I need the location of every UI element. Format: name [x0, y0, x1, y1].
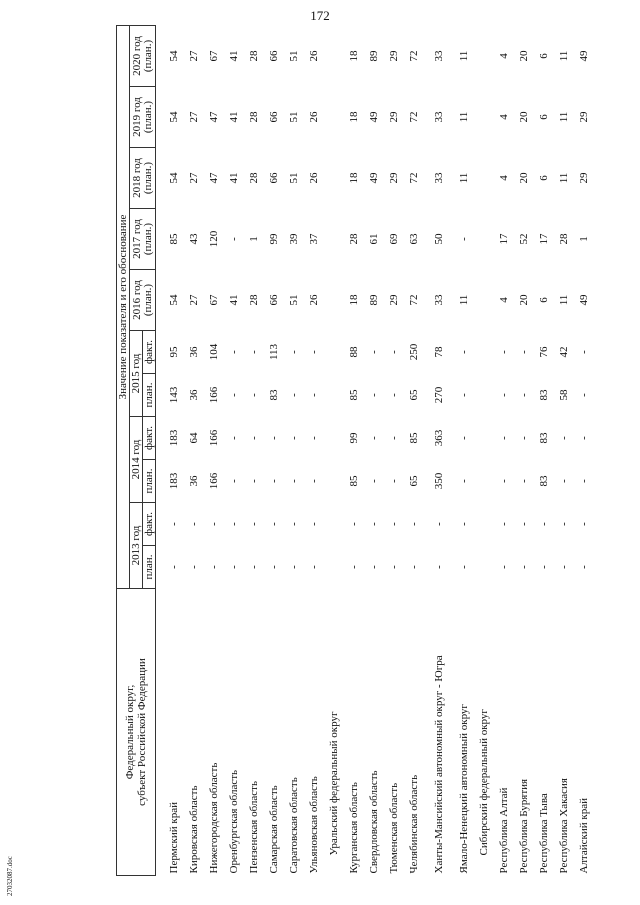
value-cell: 36 [188, 346, 200, 358]
header-2015-plan: план. [143, 374, 156, 417]
value-cell: - [498, 479, 510, 483]
value-cell: 66 [268, 111, 280, 123]
district-name: Сибирский федеральный округ [478, 709, 490, 856]
value-cell: - [458, 565, 470, 569]
value-cell: 4 [498, 114, 510, 120]
value-cell: 52 [518, 233, 530, 245]
table-row [424, 25, 454, 875]
value-cell [324, 503, 344, 546]
value-cell: - [558, 436, 570, 440]
table-row [494, 25, 514, 875]
value-cell: 66 [268, 172, 280, 184]
value-cell: 49 [578, 50, 590, 62]
value-cell: 36 [188, 389, 200, 401]
value-cell: 11 [458, 111, 470, 123]
value-cell: 270 [433, 386, 445, 404]
value-cell: 49 [578, 294, 590, 306]
table-row [264, 25, 284, 875]
value-cell: 78 [433, 346, 445, 358]
value-cell: - [228, 237, 240, 241]
header-2013-fact: факт. [143, 503, 156, 546]
value-cell [324, 25, 344, 86]
value-cell: - [578, 479, 590, 483]
value-cell: - [248, 479, 260, 483]
region-name: Саратовская область [288, 777, 300, 874]
value-cell: - [228, 393, 240, 397]
value-cell: 104 [208, 343, 220, 361]
value-cell [474, 148, 494, 209]
value-cell: 166 [208, 429, 220, 447]
value-cell: - [433, 522, 445, 526]
table-row [454, 25, 474, 875]
value-cell: 76 [538, 346, 550, 358]
value-cell: 54 [168, 111, 180, 123]
value-cell: 63 [408, 233, 420, 245]
value-cell: 17 [498, 233, 510, 245]
value-cell: 6 [538, 114, 550, 120]
value-cell [324, 460, 344, 503]
value-cell: - [288, 479, 300, 483]
value-cell: 28 [248, 50, 260, 62]
table-row [364, 25, 384, 875]
value-cell: 183 [168, 429, 180, 447]
value-cell [474, 460, 494, 503]
header-indicator-group: Значение показателя и его обоснование [117, 25, 130, 588]
value-cell: - [248, 393, 260, 397]
value-cell: 20 [518, 294, 530, 306]
value-cell: 50 [433, 233, 445, 245]
region-name: Алтайский край [578, 797, 590, 874]
value-cell: 166 [208, 472, 220, 490]
value-cell: 28 [558, 233, 570, 245]
value-cell: 26 [308, 294, 320, 306]
region-name: Республика Тыва [538, 793, 550, 874]
table-row [284, 25, 304, 875]
value-cell: 83 [538, 389, 550, 401]
value-cell: 29 [388, 50, 400, 62]
value-cell: 72 [408, 50, 420, 62]
header-2017-plan: 2017 год (план.) [130, 209, 156, 270]
value-cell: - [228, 350, 240, 354]
value-cell: - [388, 479, 400, 483]
value-cell: - [578, 522, 590, 526]
value-cell: - [248, 565, 260, 569]
value-cell: 89 [368, 294, 380, 306]
value-cell: 250 [408, 343, 420, 361]
value-cell: 4 [498, 53, 510, 59]
value-cell: 11 [458, 294, 470, 306]
value-cell: 11 [558, 294, 570, 306]
value-cell: 1 [248, 236, 260, 242]
header-year-2013: 2013 год [130, 503, 143, 589]
value-cell: - [518, 436, 530, 440]
value-cell: 18 [348, 294, 360, 306]
table-row [404, 25, 424, 875]
value-cell: - [168, 565, 180, 569]
value-cell: 11 [558, 172, 570, 184]
value-cell: 27 [188, 294, 200, 306]
header-2013-plan: план. [143, 546, 156, 589]
value-cell: - [498, 393, 510, 397]
value-cell: 36 [188, 475, 200, 487]
value-cell: 166 [208, 386, 220, 404]
value-cell: - [268, 479, 280, 483]
value-cell: 26 [308, 172, 320, 184]
value-cell: 26 [308, 50, 320, 62]
value-cell: 88 [348, 346, 360, 358]
value-cell: - [228, 479, 240, 483]
table-body [156, 25, 595, 875]
value-cell: 89 [368, 50, 380, 62]
table-row [244, 25, 264, 875]
value-cell: - [208, 565, 220, 569]
value-cell: - [208, 522, 220, 526]
value-cell: 33 [433, 111, 445, 123]
value-cell: 99 [268, 233, 280, 245]
value-cell: 28 [248, 172, 260, 184]
table-row [164, 25, 184, 875]
value-cell: 6 [538, 53, 550, 59]
header-year-2014: 2014 год [130, 417, 143, 503]
value-cell: - [518, 522, 530, 526]
table-row [344, 25, 364, 875]
value-cell: - [498, 436, 510, 440]
value-cell: 41 [228, 50, 240, 62]
value-cell: 29 [388, 172, 400, 184]
value-cell [474, 87, 494, 148]
value-cell: 67 [208, 50, 220, 62]
value-cell: 17 [538, 233, 550, 245]
header-year-2015: 2015 год [130, 331, 143, 417]
table-row [554, 25, 574, 875]
table-row [204, 25, 224, 875]
region-name: Ханты-Мансийский автономный округ - Югра [433, 655, 445, 874]
value-cell: 29 [388, 111, 400, 123]
value-cell: - [288, 350, 300, 354]
region-name: Тюменская область [388, 782, 400, 874]
value-cell [324, 270, 344, 331]
value-cell: 64 [188, 432, 200, 444]
value-cell: 66 [268, 294, 280, 306]
value-cell: - [308, 393, 320, 397]
value-cell [474, 546, 494, 589]
value-cell: - [228, 436, 240, 440]
region-name: Кировская область [188, 785, 200, 874]
district-name: Уральский федеральный округ [328, 711, 340, 856]
value-cell: - [578, 436, 590, 440]
value-cell: 350 [433, 472, 445, 490]
value-cell [324, 209, 344, 270]
value-cell: 58 [558, 389, 570, 401]
value-cell: 20 [518, 172, 530, 184]
value-cell: 11 [558, 111, 570, 123]
value-cell: 67 [208, 294, 220, 306]
value-cell: 47 [208, 172, 220, 184]
value-cell [474, 209, 494, 270]
value-cell: - [268, 436, 280, 440]
value-cell: 363 [433, 429, 445, 447]
value-cell [474, 374, 494, 417]
value-cell: - [433, 565, 445, 569]
value-cell [474, 270, 494, 331]
value-cell: - [308, 436, 320, 440]
value-cell: - [578, 393, 590, 397]
value-cell: 65 [408, 475, 420, 487]
value-cell [474, 331, 494, 374]
value-cell: 6 [538, 297, 550, 303]
value-cell: - [538, 522, 550, 526]
value-cell: 41 [228, 172, 240, 184]
value-cell: 20 [518, 111, 530, 123]
header-region: Федеральный округ, субъект Российской Федерации [117, 589, 156, 876]
value-cell: 28 [248, 294, 260, 306]
value-cell: - [388, 350, 400, 354]
value-cell: 143 [168, 386, 180, 404]
value-cell: 65 [408, 389, 420, 401]
value-cell: 61 [368, 233, 380, 245]
value-cell: 28 [348, 233, 360, 245]
value-cell: 72 [408, 111, 420, 123]
value-cell: - [368, 436, 380, 440]
value-cell: 69 [388, 233, 400, 245]
value-cell [324, 417, 344, 460]
value-cell: - [348, 565, 360, 569]
value-cell: - [368, 350, 380, 354]
value-cell: 183 [168, 472, 180, 490]
value-cell: 51 [288, 294, 300, 306]
value-cell: - [228, 522, 240, 526]
value-cell: - [308, 522, 320, 526]
value-cell: 41 [228, 111, 240, 123]
value-cell: 43 [188, 233, 200, 245]
region-name: Республика Бурятия [518, 778, 530, 874]
value-cell: - [578, 565, 590, 569]
region-name: Самарская область [268, 785, 280, 874]
value-cell: 26 [308, 111, 320, 123]
value-cell: 29 [388, 294, 400, 306]
value-cell: 29 [578, 111, 590, 123]
header-2019-plan: 2019 год (план.) [130, 87, 156, 148]
value-cell: - [578, 350, 590, 354]
table-row [184, 25, 204, 875]
value-cell: - [388, 436, 400, 440]
region-name: Ямало-Ненецкий автономный округ [458, 704, 470, 874]
value-cell: - [288, 565, 300, 569]
value-cell [474, 417, 494, 460]
value-cell: 27 [188, 50, 200, 62]
value-cell: - [408, 565, 420, 569]
value-cell: 83 [268, 389, 280, 401]
table-row [304, 25, 324, 875]
value-cell: 85 [348, 475, 360, 487]
value-cell: 11 [458, 50, 470, 62]
value-cell: - [518, 479, 530, 483]
value-cell: - [558, 565, 570, 569]
value-cell: - [388, 393, 400, 397]
value-cell: 99 [348, 432, 360, 444]
region-name: Ульяновская область [308, 776, 320, 874]
value-cell: - [498, 522, 510, 526]
value-cell: 85 [408, 432, 420, 444]
value-cell: - [388, 522, 400, 526]
value-cell: - [288, 522, 300, 526]
value-cell: - [168, 522, 180, 526]
value-cell: 28 [248, 111, 260, 123]
indicator-table [116, 25, 594, 876]
value-cell [474, 503, 494, 546]
value-cell: - [368, 479, 380, 483]
value-cell: 85 [348, 389, 360, 401]
value-cell: - [268, 522, 280, 526]
value-cell: 113 [268, 343, 280, 361]
header-2014-fact: факт. [143, 417, 156, 460]
value-cell: 72 [408, 294, 420, 306]
value-cell: 49 [368, 111, 380, 123]
value-cell: 33 [433, 50, 445, 62]
value-cell: - [458, 522, 470, 526]
value-cell: - [308, 350, 320, 354]
value-cell: - [458, 436, 470, 440]
value-cell: - [388, 565, 400, 569]
header-2016-plan: 2016 год (план.) [130, 270, 156, 331]
document-code: 27032087.doc [6, 856, 14, 896]
header-2015-fact: факт. [143, 331, 156, 374]
table-row [224, 25, 244, 875]
value-cell: 85 [168, 233, 180, 245]
value-cell: - [368, 565, 380, 569]
value-cell: 47 [208, 111, 220, 123]
value-cell: 51 [288, 111, 300, 123]
value-cell: 51 [288, 172, 300, 184]
value-cell: - [308, 565, 320, 569]
value-cell: - [188, 522, 200, 526]
value-cell: - [558, 522, 570, 526]
value-cell: 20 [518, 50, 530, 62]
header-2014-plan: план. [143, 460, 156, 503]
value-cell: - [518, 393, 530, 397]
header-2018-plan: 2018 год (план.) [130, 148, 156, 209]
region-name: Свердловская область [368, 770, 380, 874]
value-cell [324, 331, 344, 374]
value-cell: - [188, 565, 200, 569]
value-cell: 54 [168, 294, 180, 306]
value-cell: 11 [558, 50, 570, 62]
value-cell: 6 [538, 175, 550, 181]
value-cell: 4 [498, 297, 510, 303]
value-cell: 83 [538, 475, 550, 487]
value-cell: 37 [308, 233, 320, 245]
value-cell: - [518, 565, 530, 569]
value-cell: - [368, 522, 380, 526]
value-cell: - [288, 436, 300, 440]
value-cell: - [498, 565, 510, 569]
value-cell: - [538, 565, 550, 569]
value-cell: - [458, 350, 470, 354]
value-cell: - [248, 350, 260, 354]
value-cell: - [368, 393, 380, 397]
value-cell: - [558, 479, 570, 483]
value-cell: - [308, 479, 320, 483]
value-cell: 41 [228, 294, 240, 306]
value-cell: 1 [578, 236, 590, 242]
value-cell: 18 [348, 50, 360, 62]
district-row [474, 25, 494, 875]
value-cell: - [248, 436, 260, 440]
region-name: Нижегородская область [208, 762, 220, 874]
table-header [117, 25, 156, 875]
value-cell: 18 [348, 172, 360, 184]
region-name: Курганская область [348, 782, 360, 874]
table-row [534, 25, 554, 875]
region-name: Республика Хакасия [558, 778, 570, 874]
header-2020-plan: 2020 год (план.) [130, 25, 156, 86]
value-cell: 42 [558, 346, 570, 358]
region-name: Пермский край [168, 802, 180, 874]
value-cell: 66 [268, 50, 280, 62]
table-row [384, 25, 404, 875]
page-number: 172 [310, 8, 330, 23]
value-cell: 39 [288, 233, 300, 245]
value-cell: 33 [433, 172, 445, 184]
value-cell: 120 [208, 230, 220, 248]
value-cell: 27 [188, 172, 200, 184]
value-cell: - [458, 479, 470, 483]
value-cell: - [268, 565, 280, 569]
value-cell: - [408, 522, 420, 526]
table-row [514, 25, 534, 875]
value-cell: 83 [538, 432, 550, 444]
value-cell: 49 [368, 172, 380, 184]
value-cell: 29 [578, 172, 590, 184]
region-name: Оренбургская область [228, 769, 240, 874]
rotated-table-wrapper [116, 26, 590, 876]
value-cell [324, 87, 344, 148]
value-cell: 95 [168, 346, 180, 358]
value-cell: - [348, 522, 360, 526]
region-name: Пензенская область [248, 781, 260, 874]
value-cell: - [458, 237, 470, 241]
value-cell: 33 [433, 294, 445, 306]
table-row [574, 25, 594, 875]
value-cell [324, 374, 344, 417]
value-cell: 27 [188, 111, 200, 123]
region-name: Республика Алтай [498, 787, 510, 874]
value-cell: - [228, 565, 240, 569]
value-cell: 51 [288, 50, 300, 62]
value-cell: 72 [408, 172, 420, 184]
value-cell: - [248, 522, 260, 526]
value-cell: 18 [348, 111, 360, 123]
value-cell: 54 [168, 172, 180, 184]
value-cell: - [518, 350, 530, 354]
value-cell: 4 [498, 175, 510, 181]
value-cell: 11 [458, 172, 470, 184]
district-row [324, 25, 344, 875]
value-cell [474, 25, 494, 86]
value-cell [324, 546, 344, 589]
value-cell [324, 148, 344, 209]
value-cell: - [458, 393, 470, 397]
region-name: Челябинская область [408, 774, 420, 874]
value-cell: - [288, 393, 300, 397]
value-cell: 54 [168, 50, 180, 62]
value-cell: - [498, 350, 510, 354]
